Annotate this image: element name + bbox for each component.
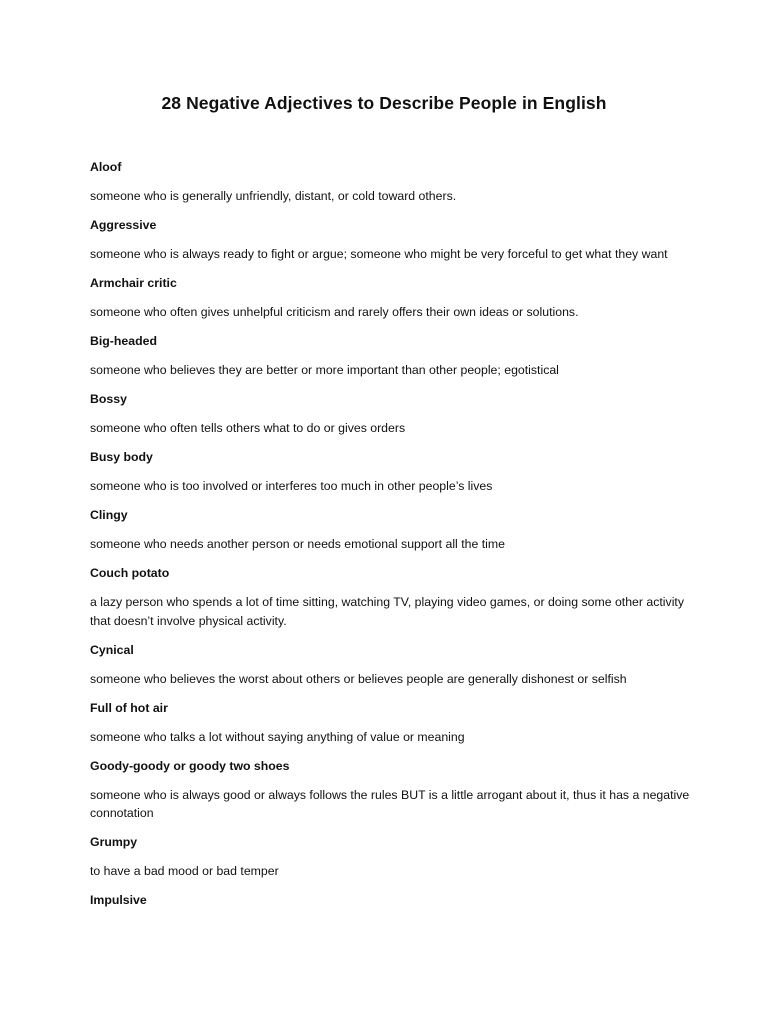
entry-term: Cynical bbox=[90, 642, 134, 657]
entry-term: Bossy bbox=[90, 392, 127, 406]
entry-term: Goody-goody or goody two shoes bbox=[90, 758, 290, 773]
entry-definition: a lazy person who spends a lot of time sitting, watching TV, playing video games, or doing some other activity that doesn’t involve physical activity. bbox=[90, 595, 684, 628]
entry-definition: someone who talks a lot without saying anything of value or meaning bbox=[90, 729, 465, 744]
entry-definition: someone who is too involved or interferes too much in other people’s lives bbox=[90, 479, 493, 493]
entry-definition: someone who believes they are better or more important than other people; egotistical bbox=[90, 363, 559, 377]
entry-term: Big-headed bbox=[90, 334, 157, 348]
entry-definition: someone who is always good or always follows the rules BUT is a little arrogant about it, thus it has a negative connotation bbox=[90, 787, 690, 820]
entry-definition: someone who needs another person or needs emotional support all the time bbox=[90, 537, 505, 551]
entry-term: Aloof bbox=[90, 160, 122, 174]
entry-definition: someone who often tells others what to do or gives orders bbox=[90, 421, 406, 435]
entry-term: Busy body bbox=[90, 450, 153, 464]
entry-term: Full of hot air bbox=[90, 700, 168, 715]
entry-definition: someone who is generally unfriendly, distant, or cold toward others. bbox=[90, 189, 457, 203]
entry-list bbox=[90, 158, 690, 920]
entry-term: Aggressive bbox=[90, 218, 157, 232]
entry-term: Grumpy bbox=[90, 835, 138, 849]
entry-definition: someone who believes the worst about others or believes people are generally dishonest or selfish bbox=[90, 671, 627, 686]
entry-definition: to have a bad mood or bad temper bbox=[90, 864, 279, 878]
entry-definition: someone who is always ready to fight or argue; someone who might be very forceful to get what they want bbox=[90, 247, 668, 261]
entry-term: Armchair critic bbox=[90, 276, 177, 290]
entry-term: Couch potato bbox=[90, 566, 170, 580]
entry-definition: someone who often gives unhelpful criticism and rarely offers their own ideas or solutions. bbox=[90, 305, 579, 319]
entry-term: Impulsive bbox=[90, 893, 147, 907]
document-title: 28 Negative Adjectives to Describe People in English bbox=[161, 93, 607, 113]
entry-term: Clingy bbox=[90, 508, 128, 522]
